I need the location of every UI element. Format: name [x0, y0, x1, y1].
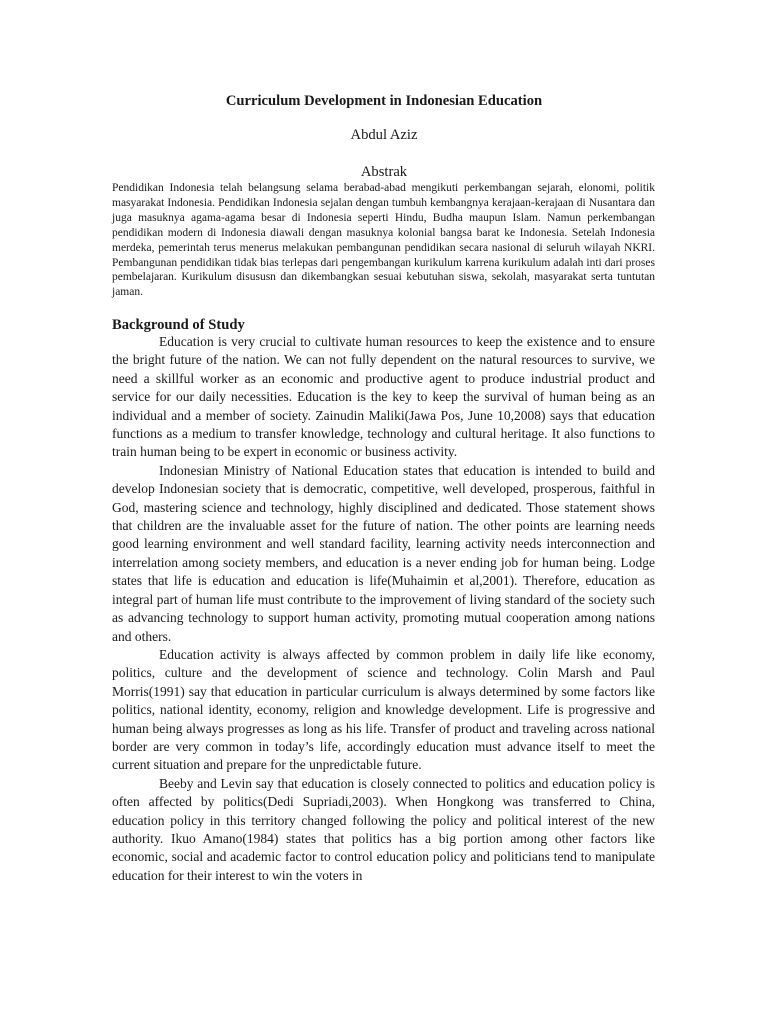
paragraph: Education activity is always affected by common problem in daily life like economy, politics, culture and the development of science and technology. Colin Marsh and Paul Morris(1991) say that education in particular curriculum is always determined by some factors like politics, national identity, economy, religion and knowledge development. Life is progressive and human being always progresses as long as his life. Transfer of product and traveling across national border are very common in today’s life, accordingly education must advance itself to meet the current situation and prepare for the unpredictable future.	[112, 646, 655, 773]
paragraph: Education is very crucial to cultivate human resources to keep the existence and to ensure the bright future of the nation. We can not fully dependent on the natural resources to survive, we need a skillful worker as an economic and productive agent to produce industrial product and service for our daily necessities. Education is the key to keep the survival of human being as an individual and a member of society. Zainudin Maliki(Jawa Pos, June 10,2008) says that education functions as a medium to transfer knowledge, technology and cultural heritage. It also functions to train human being to be expert in economic or business activity.	[112, 334, 655, 460]
body-text	[112, 333, 655, 885]
abstract-heading: Abstrak	[360, 164, 408, 180]
document-title: Curriculum Development in Indonesian Education	[225, 93, 543, 109]
abstract-text: Pendidikan Indonesia telah belangsung selama berabad-abad mengikuti perkembangan sejarah, elonomi, politik masyarakat Indonesia. Pendidikan Indonesia sejalan dengan tumbuh kembangnya kerajaan-kerajaan di Nusantara dan juga masuknya agama-agama besar di Indonesia seperti Hindu, Budha maupun Islam. Namun perkembangan pendidikan modern di Indonesia diawali dengan masuknya kolonial bangsa barat ke Indonesia. Setelah Indonesia merdeka, pemerintah terus menerus melakukan pembangunan pendidikan secara nasional di seluruh wilayah NKRI. Pembangunan pendidikan tidak bias terlepas dari pengembangan kurikulum karrena kurikulum adalah inti dari proses pembelajaran. Kurikulum disususn dan dikembangkan sesuai kebutuhan siswa, sekolah, masyarakat serta tuntutan jaman.	[112, 182, 655, 299]
paragraph: Beeby and Levin say that education is closely connected to politics and education policy is often affected by politics(Dedi Supriadi,2003). When Hongkong was transferred to China, education policy in this territory changed following the policy and political interest of the new authority. Ikuo Amano(1984) states that politics has a big portion among other factors like economic, social and academic factor to control education policy and politicians tend to manipulate education for their interest to win the voters in	[112, 775, 655, 883]
author-name: Abdul Aziz	[350, 127, 418, 143]
paragraph: Indonesian Ministry of National Education states that education is intended to build and develop Indonesian society that is democratic, competitive, well developed, prosperous, faithful in God, mastering science and technology, highly disciplined and dedicated. Those statement shows that children are the invaluable asset for the future of nation. The other points are learning needs good learning environment and well standard facility, learning activity needs interconnection and interrelation among society members, and education is a never ending job for human being. Lodge states that life is education and education is life(Muhaimin et al,2001). Therefore, education as integral part of human life must contribute to the improvement of living standard of the society such as advancing technology to support human activity, promoting mutual cooperation among nations and others.	[112, 462, 655, 644]
section-heading: Background of Study	[112, 317, 245, 333]
